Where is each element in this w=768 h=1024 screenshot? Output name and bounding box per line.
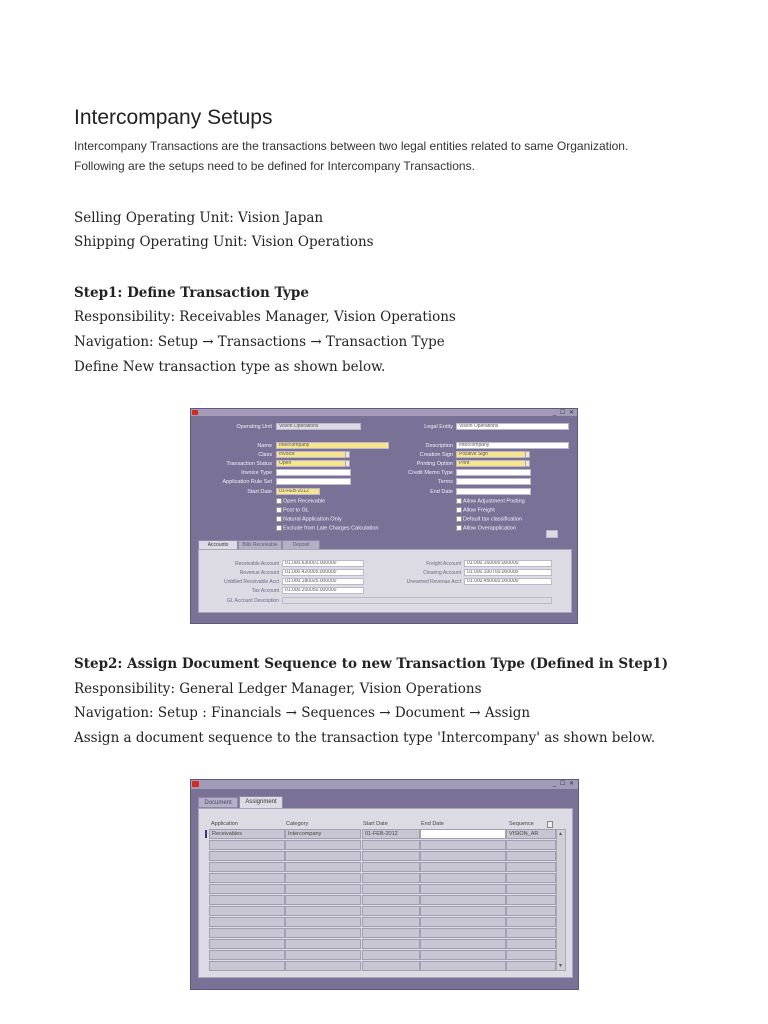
check-open-receivable[interactable]: Open Receivable	[276, 498, 325, 504]
header-application: Application	[211, 821, 238, 827]
header-category: Category	[286, 821, 309, 827]
status-field[interactable]: Open	[276, 460, 346, 467]
tab-accounts[interactable]: Accounts	[198, 540, 238, 550]
check-exclude-late-charges[interactable]: Exclude from Late Charges Calculation	[276, 525, 378, 531]
grid-cell[interactable]	[506, 873, 556, 883]
unearned-label: Unearned Revenue Acct	[406, 579, 461, 585]
grid-cell[interactable]	[420, 884, 506, 894]
grid-cell[interactable]	[506, 895, 556, 905]
legal-entity-label: Legal Entity	[424, 424, 453, 430]
grid-cell[interactable]	[362, 862, 420, 872]
start-date-label: Start Date	[247, 489, 272, 495]
credit-memo-field[interactable]	[456, 469, 531, 476]
grid-cell[interactable]	[285, 895, 361, 905]
header-end-date: End Date	[421, 821, 444, 827]
transaction-type-form	[190, 408, 578, 624]
grid-cell[interactable]	[209, 884, 285, 894]
grid-cell[interactable]	[506, 928, 556, 938]
status-dropdown-icon[interactable]	[345, 460, 350, 467]
unearned-field[interactable]: 01.000.450000.000000	[464, 578, 552, 585]
unbilled-field[interactable]: 01.000.180025.000000	[282, 578, 364, 585]
grid-cell[interactable]	[209, 939, 285, 949]
freight-field[interactable]: 01.000.160000.000000	[464, 560, 552, 567]
grid-cell[interactable]	[285, 939, 361, 949]
grid-cell[interactable]	[420, 851, 506, 861]
creation-sign-field[interactable]: Positive Sign	[456, 451, 526, 458]
grid-cell[interactable]	[420, 840, 506, 850]
grid-cell[interactable]: 01-FEB-2012	[362, 829, 420, 839]
legal-entity-field[interactable]: Vision Operations	[456, 423, 569, 430]
creation-sign-label: Creation Sign	[419, 452, 453, 458]
intro-line-2: Following are the setups need to be defined for Intercompany Transactions.	[74, 159, 475, 173]
form-title-bar	[191, 409, 577, 416]
shipping-unit: Shipping Operating Unit: Vision Operations	[74, 234, 374, 250]
grid-cell[interactable]	[362, 928, 420, 938]
grid-cell[interactable]	[362, 851, 420, 861]
tax-label: Tax Account	[252, 588, 279, 594]
name-field[interactable]: Intercompany	[276, 442, 389, 449]
step1-navigation: Navigation: Setup → Transactions → Transaction Type	[74, 334, 445, 350]
terms-field[interactable]	[456, 478, 531, 485]
grid-cell[interactable]	[506, 851, 556, 861]
grid-cell[interactable]	[362, 884, 420, 894]
check-allow-overapplication[interactable]: Allow Overapplication	[456, 525, 516, 531]
grid-cell[interactable]	[209, 928, 285, 938]
header-sequence: Sequence	[509, 821, 534, 827]
creation-sign-dropdown-icon[interactable]	[525, 451, 530, 458]
grid-cell[interactable]	[285, 961, 361, 971]
step2-note: Assign a document sequence to the transaction type 'Intercompany' as shown below.	[74, 730, 656, 746]
grid-cell[interactable]	[362, 950, 420, 960]
class-label: Class	[258, 452, 272, 458]
grid-cell[interactable]	[209, 840, 285, 850]
tax-field[interactable]: 01.000.200050.000000	[282, 587, 364, 594]
grid-cell[interactable]	[506, 906, 556, 916]
grid-cell[interactable]	[362, 906, 420, 916]
step1-heading: Step1: Define Transaction Type	[74, 285, 309, 301]
grid-cell[interactable]	[209, 873, 285, 883]
tab-assignment[interactable]: Assignment	[239, 796, 283, 808]
invoice-type-label: Invoice Type	[241, 470, 272, 476]
clearing-field[interactable]: 01.000.100700.000000	[464, 569, 552, 576]
unbilled-label: Unbilled Receivable Acct	[223, 579, 279, 585]
scroll-up-icon[interactable]: ▲	[558, 831, 563, 837]
grid-cell[interactable]	[420, 928, 506, 938]
tab-document[interactable]: Document	[198, 797, 238, 808]
grid-cell[interactable]	[362, 895, 420, 905]
app-rule-field[interactable]	[276, 478, 351, 485]
receivable-field[interactable]: 01.000.630001.000000	[282, 560, 364, 567]
grid-cell[interactable]	[420, 961, 506, 971]
gl-desc-label: GL Account Description	[226, 598, 279, 604]
revenue-field[interactable]: 01.000.420005.000000	[282, 569, 364, 576]
printing-field[interactable]: Print	[456, 460, 526, 467]
grid-cell[interactable]	[362, 917, 420, 927]
grid-cell[interactable]	[209, 895, 285, 905]
grid-cell[interactable]	[285, 851, 361, 861]
grid-scrollbar[interactable]	[556, 829, 566, 971]
grid-cell[interactable]	[209, 851, 285, 861]
grid-cell[interactable]	[362, 961, 420, 971]
check-allow-adjustment[interactable]: Allow Adjustment Posting	[456, 498, 525, 504]
check-natural-application[interactable]: Natural Application Only	[276, 516, 342, 522]
selling-unit: Selling Operating Unit: Vision Japan	[74, 210, 324, 226]
grid-cell[interactable]	[420, 950, 506, 960]
grid-cell[interactable]	[209, 917, 285, 927]
assignment-panel	[198, 808, 573, 978]
operating-unit-field[interactable]: Vision Operations	[276, 423, 361, 430]
accounts-panel	[198, 549, 572, 613]
grid-cell[interactable]	[506, 840, 556, 850]
step2-navigation: Navigation: Setup : Financials → Sequences → Document → Assign	[74, 705, 531, 721]
step1-note: Define New transaction type as shown below.	[74, 359, 386, 375]
clearing-label: Clearing Account	[423, 570, 461, 576]
description-label: Description	[425, 443, 453, 449]
printing-label: Printing Option	[416, 461, 453, 467]
grid-cell[interactable]	[285, 928, 361, 938]
grid-cell[interactable]: Receivables	[209, 829, 285, 839]
tab-deposit[interactable]: Deposit	[282, 540, 320, 551]
grid-cell[interactable]	[362, 873, 420, 883]
window-controls[interactable]: _ ☐ ✕	[552, 781, 575, 787]
description-field[interactable]: Intercompany	[456, 442, 569, 449]
oracle-icon	[192, 410, 198, 415]
oracle-icon	[192, 781, 199, 787]
status-label: Transaction Status	[226, 461, 272, 467]
grid-cell[interactable]	[420, 917, 506, 927]
gl-desc-field[interactable]	[282, 597, 552, 604]
step2-heading: Step2: Assign Document Sequence to new Transaction Type (Defined in Step1)	[74, 656, 669, 672]
class-dropdown-icon[interactable]	[345, 451, 350, 458]
sequence-assignment-form	[190, 779, 579, 990]
grid-cell[interactable]	[506, 950, 556, 960]
grid-cell[interactable]	[362, 939, 420, 949]
grid-cell[interactable]	[362, 840, 420, 850]
intro-line-1: Intercompany Transactions are the transactions between two legal entities related to same Organization.	[74, 139, 629, 153]
grid-cell[interactable]	[285, 906, 361, 916]
grid-cell[interactable]	[285, 873, 361, 883]
grid-cell[interactable]	[209, 862, 285, 872]
grid-cell[interactable]: VISION_AR	[506, 829, 556, 839]
grid-cell[interactable]	[209, 906, 285, 916]
grid-cell[interactable]	[285, 884, 361, 894]
name-label: Name	[257, 443, 272, 449]
grid-cell[interactable]	[420, 829, 506, 839]
credit-memo-label: Credit Memo Type	[408, 470, 453, 476]
check-default-tax[interactable]: Default tax classification	[456, 516, 522, 522]
header-start-date: Start Date	[363, 821, 388, 827]
window-controls[interactable]: _ ☐ ✕	[552, 410, 575, 416]
grid-cell[interactable]	[506, 917, 556, 927]
grid-cell[interactable]	[209, 961, 285, 971]
terms-label: Terms	[438, 479, 453, 485]
end-date-field[interactable]	[456, 488, 531, 495]
grid-cell[interactable]: Intercompany	[285, 829, 361, 839]
grid-cell[interactable]	[285, 840, 361, 850]
start-date-field[interactable]: 01-FEB-2012	[276, 488, 320, 495]
check-allow-freight[interactable]: Allow Freight	[456, 507, 495, 513]
grid-cell[interactable]	[506, 884, 556, 894]
flexfield-icon[interactable]	[546, 530, 558, 538]
grid-cell[interactable]	[420, 873, 506, 883]
grid-cell[interactable]	[285, 862, 361, 872]
invoice-type-field[interactable]	[276, 469, 351, 476]
grid-cell[interactable]	[209, 950, 285, 960]
column-options-icon[interactable]	[547, 821, 553, 828]
step1-responsibility: Responsibility: Receivables Manager, Vision Operations	[74, 309, 456, 325]
freight-label: Freight Account	[426, 561, 461, 567]
grid-cell[interactable]	[506, 862, 556, 872]
form2-title-bar	[191, 780, 578, 789]
operating-unit-label: Operating Unit	[236, 424, 272, 430]
app-rule-label: Application Rule Set	[222, 479, 272, 485]
grid-cell[interactable]	[506, 939, 556, 949]
step2-responsibility: Responsibility: General Ledger Manager, Vision Operations	[74, 681, 482, 697]
grid-cell[interactable]	[420, 906, 506, 916]
current-record-indicator	[205, 830, 207, 838]
scroll-down-icon[interactable]: ▼	[558, 963, 563, 969]
grid-cell[interactable]	[285, 950, 361, 960]
tab-bills-receivable[interactable]: Bills Receivable	[238, 540, 282, 551]
end-date-label: End Date	[430, 489, 453, 495]
page-title: Intercompany Setups	[74, 106, 273, 129]
grid-cell[interactable]	[420, 862, 506, 872]
grid-cell[interactable]	[420, 939, 506, 949]
class-field[interactable]: Invoice	[276, 451, 346, 458]
receivable-label: Receivable Account	[235, 561, 279, 567]
grid-cell[interactable]	[420, 895, 506, 905]
check-post-to-gl[interactable]: Post to GL	[276, 507, 309, 513]
grid-cell[interactable]	[506, 961, 556, 971]
printing-dropdown-icon[interactable]	[525, 460, 530, 467]
revenue-label: Revenue Account	[239, 570, 279, 576]
grid-cell[interactable]	[285, 917, 361, 927]
